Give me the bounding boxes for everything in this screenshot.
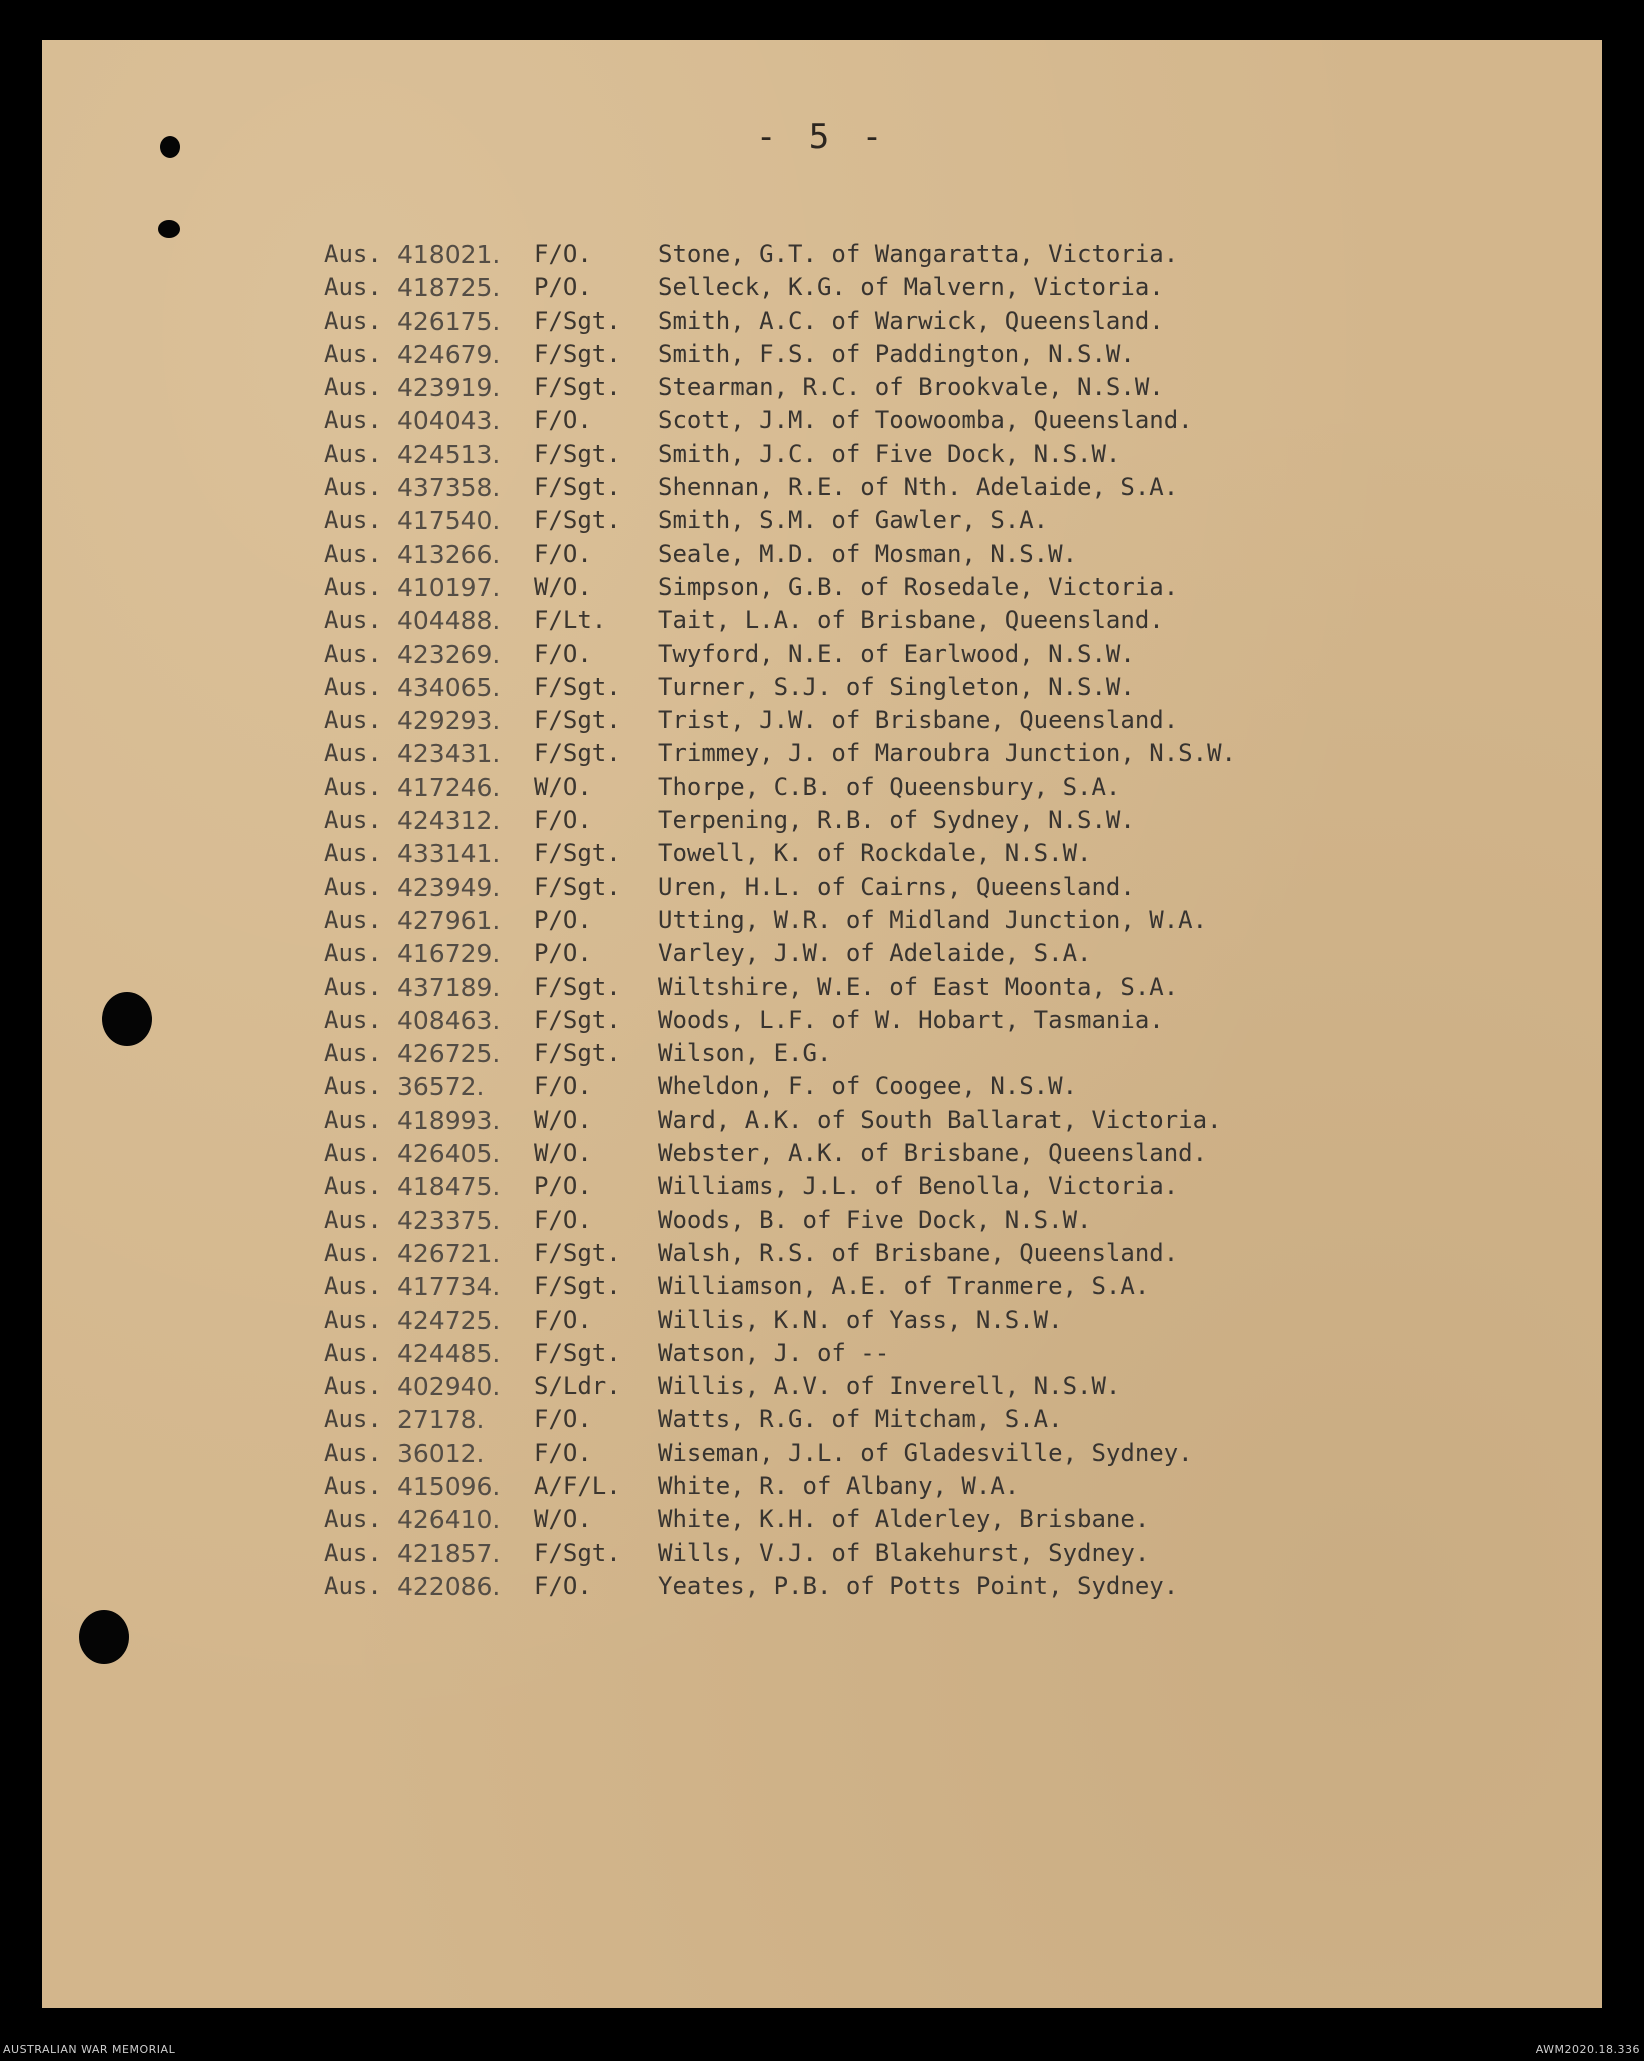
rank: W/O. [534,572,592,601]
service-prefix: Aus. [324,1372,382,1401]
service-number: 423431. [397,739,501,769]
service-prefix: Aus. [324,1505,382,1534]
rank: F/O. [534,1571,592,1600]
rank: F/Sgt. [534,1039,621,1068]
list-item [324,1237,1236,1270]
name-and-location: Smith, S.M. of Gawler, S.A. [658,506,1049,535]
service-number: 404043. [397,406,501,436]
name-and-location: Wiseman, J.L. of Gladesville, Sydney. [658,1438,1193,1467]
service-prefix: Aus. [324,1039,382,1068]
list-item [324,1470,1236,1503]
service-prefix: Aus. [324,1005,382,1034]
service-number: 422086. [397,1571,501,1601]
name-and-location: Woods, L.F. of W. Hobart, Tasmania. [658,1005,1164,1034]
rank: A/F/L. [534,1471,621,1500]
name-and-location: Towell, K. of Rockdale, N.S.W. [658,839,1092,868]
name-and-location: Terpening, R.B. of Sydney, N.S.W. [658,806,1135,835]
service-number: 423919. [397,373,501,403]
name-and-location: Trist, J.W. of Brisbane, Queensland. [658,706,1179,735]
service-number: 36012. [397,1438,485,1468]
rank: F/Sgt. [534,1238,621,1267]
list-item [324,571,1236,604]
service-prefix: Aus. [324,839,382,868]
service-number: 424485. [397,1338,501,1368]
service-number: 416729. [397,939,501,969]
service-prefix: Aus. [324,1571,382,1600]
service-prefix: Aus. [324,1338,382,1367]
paper-damage-spot [158,220,180,238]
service-number: 423949. [397,872,501,902]
service-number: 421857. [397,1538,501,1568]
rank: F/O. [534,1438,592,1467]
list-item [324,971,1236,1004]
service-number: 429293. [397,706,501,736]
name-and-location: Walsh, R.S. of Brisbane, Queensland. [658,1238,1179,1267]
list-item [324,1537,1236,1570]
rank: F/Sgt. [534,839,621,868]
list-item [324,737,1236,770]
footer-accession-number: AWM2020.18.336 [1535,2043,1640,2056]
service-number: 417246. [397,772,501,802]
name-and-location: Webster, A.K. of Brisbane, Queensland. [658,1139,1208,1168]
footer-credit: AUSTRALIAN WAR MEMORIAL [3,2043,176,2056]
name-and-location: Smith, J.C. of Five Dock, N.S.W. [658,439,1121,468]
service-number: 410197. [397,572,501,602]
list-item [324,404,1236,437]
service-prefix: Aus. [324,1305,382,1334]
service-prefix: Aus. [324,1238,382,1267]
service-number: 36572. [397,1072,485,1102]
rank: F/Sgt. [534,373,621,402]
name-and-location: Ward, A.K. of South Ballarat, Victoria. [658,1105,1222,1134]
service-number: 426725. [397,1039,501,1069]
rank: F/O. [534,639,592,668]
service-number: 404488. [397,606,501,636]
list-item [324,1070,1236,1103]
rank: F/Sgt. [534,339,621,368]
rank: F/Sgt. [534,706,621,735]
name-and-location: Smith, F.S. of Paddington, N.S.W. [658,339,1135,368]
name-and-location: Twyford, N.E. of Earlwood, N.S.W. [658,639,1135,668]
service-number: 418475. [397,1172,501,1202]
name-and-location: Stone, G.T. of Wangaratta, Victoria. [658,240,1179,268]
rank: P/O. [534,939,592,968]
name-and-location: Tait, L.A. of Brisbane, Queensland. [658,606,1164,635]
service-prefix: Aus. [324,539,382,568]
name-and-location: Smith, A.C. of Warwick, Queensland. [658,306,1164,335]
service-number: 408463. [397,1005,501,1035]
list-item [324,1370,1236,1403]
personnel-list [324,238,1236,1603]
rank: W/O. [534,1505,592,1534]
list-item [324,504,1236,537]
list-item [324,371,1236,404]
service-number: 426721. [397,1238,501,1268]
list-item [324,904,1236,937]
service-prefix: Aus. [324,339,382,368]
service-number: 424312. [397,806,501,836]
punch-hole-top [102,992,152,1046]
name-and-location: Willis, A.V. of Inverell, N.S.W. [658,1372,1121,1401]
service-prefix: Aus. [324,1438,382,1467]
name-and-location: Thorpe, C.B. of Queensbury, S.A. [658,772,1121,801]
service-number: 27178. [397,1405,485,1435]
document-page [42,40,1602,2008]
rank: F/Sgt. [534,473,621,502]
name-and-location: White, R. of Albany, W.A. [658,1471,1020,1500]
service-prefix: Aus. [324,506,382,535]
list-item [324,1204,1236,1237]
service-number: 437358. [397,473,501,503]
name-and-location: Wiltshire, W.E. of East Moonta, S.A. [658,972,1179,1001]
service-number: 424513. [397,439,501,469]
service-number: 418993. [397,1105,501,1135]
rank: F/Sgt. [534,506,621,535]
list-item [324,471,1236,504]
service-number: 418725. [397,273,501,303]
service-number: 423269. [397,639,501,669]
list-item [324,771,1236,804]
rank: F/O. [534,1405,592,1434]
rank: F/O. [534,539,592,568]
name-and-location: Turner, S.J. of Singleton, N.S.W. [658,672,1135,701]
list-item [324,1037,1236,1070]
service-prefix: Aus. [324,1538,382,1567]
rank: W/O. [534,1105,592,1134]
service-number: 417734. [397,1272,501,1302]
service-prefix: Aus. [324,406,382,435]
rank: F/O. [534,240,592,268]
list-item [324,1503,1236,1536]
service-number: 423375. [397,1205,501,1235]
rank: F/Sgt. [534,306,621,335]
rank: F/O. [534,1072,592,1101]
service-prefix: Aus. [324,739,382,768]
list-item [324,604,1236,637]
service-prefix: Aus. [324,306,382,335]
name-and-location: Watson, J. of -- [658,1338,890,1367]
name-and-location: Wheldon, F. of Coogee, N.S.W. [658,1072,1078,1101]
service-prefix: Aus. [324,639,382,668]
service-prefix: Aus. [324,939,382,968]
name-and-location: Yeates, P.B. of Potts Point, Sydney. [658,1571,1179,1600]
punch-hole-bottom [79,1610,129,1664]
list-item [324,937,1236,970]
service-prefix: Aus. [324,572,382,601]
paper-damage-spot [160,136,180,158]
rank: F/Sgt. [534,1338,621,1367]
service-prefix: Aus. [324,1172,382,1201]
page-number: - 5 - [755,117,889,157]
name-and-location: Varley, J.W. of Adelaide, S.A. [658,939,1092,968]
list-item [324,1137,1236,1170]
name-and-location: Wills, V.J. of Blakehurst, Sydney. [658,1538,1150,1567]
rank: F/Sgt. [534,439,621,468]
list-item [324,271,1236,304]
name-and-location: Trimmey, J. of Maroubra Junction, N.S.W. [658,739,1236,768]
service-number: 426175. [397,306,501,336]
list-item [324,671,1236,704]
rank: F/Sgt. [534,1272,621,1301]
service-prefix: Aus. [324,1105,382,1134]
name-and-location: Utting, W.R. of Midland Junction, W.A. [658,905,1208,934]
list-item [324,1403,1236,1436]
name-and-location: Selleck, K.G. of Malvern, Victoria. [658,273,1164,302]
service-prefix: Aus. [324,905,382,934]
service-prefix: Aus. [324,439,382,468]
service-prefix: Aus. [324,672,382,701]
service-prefix: Aus. [324,1272,382,1301]
list-item [324,1170,1236,1203]
name-and-location: Uren, H.L. of Cairns, Queensland. [658,872,1135,901]
service-prefix: Aus. [324,1072,382,1101]
list-item [324,305,1236,338]
rank: S/Ldr. [534,1372,621,1401]
name-and-location: Watts, R.G. of Mitcham, S.A. [658,1405,1063,1434]
rank: F/O. [534,406,592,435]
service-prefix: Aus. [324,1471,382,1500]
rank: F/Sgt. [534,972,621,1001]
name-and-location: Wilson, E.G. [658,1039,832,1068]
service-number: 402940. [397,1372,501,1402]
service-prefix: Aus. [324,240,382,268]
service-number: 426405. [397,1139,501,1169]
service-prefix: Aus. [324,373,382,402]
list-item [324,338,1236,371]
list-item [324,1337,1236,1370]
service-prefix: Aus. [324,1205,382,1234]
list-item [324,837,1236,870]
list-item [324,704,1236,737]
rank: F/Sgt. [534,1538,621,1567]
rank: P/O. [534,905,592,934]
name-and-location: Stearman, R.C. of Brookvale, N.S.W. [658,373,1164,402]
name-and-location: Williamson, A.E. of Tranmere, S.A. [658,1272,1150,1301]
service-number: 426410. [397,1505,501,1535]
rank: F/O. [534,1305,592,1334]
list-item [324,438,1236,471]
service-number: 424679. [397,339,501,369]
name-and-location: Scott, J.M. of Toowoomba, Queensland. [658,406,1193,435]
service-number: 413266. [397,539,501,569]
service-number: 437189. [397,972,501,1002]
service-number: 418021. [397,240,501,269]
rank: W/O. [534,772,592,801]
list-item [324,1270,1236,1303]
name-and-location: Shennan, R.E. of Nth. Adelaide, S.A. [658,473,1179,502]
rank: F/Sgt. [534,872,621,901]
service-prefix: Aus. [324,1139,382,1168]
service-prefix: Aus. [324,473,382,502]
service-prefix: Aus. [324,806,382,835]
list-item [324,638,1236,671]
rank: F/O. [534,1205,592,1234]
name-and-location: White, K.H. of Alderley, Brisbane. [658,1505,1150,1534]
name-and-location: Williams, J.L. of Benolla, Victoria. [658,1172,1179,1201]
list-item [324,1437,1236,1470]
rank: F/Lt. [534,606,607,635]
list-item [324,871,1236,904]
service-prefix: Aus. [324,273,382,302]
service-number: 424725. [397,1305,501,1335]
list-item [324,1570,1236,1603]
rank: F/Sgt. [534,672,621,701]
service-prefix: Aus. [324,606,382,635]
list-item [324,1004,1236,1037]
service-number: 434065. [397,672,501,702]
name-and-location: Simpson, G.B. of Rosedale, Victoria. [658,572,1179,601]
name-and-location: Willis, K.N. of Yass, N.S.W. [658,1305,1063,1334]
list-item [324,804,1236,837]
list-item [324,538,1236,571]
list-item [324,1304,1236,1337]
rank: F/Sgt. [534,1005,621,1034]
name-and-location: Seale, M.D. of Mosman, N.S.W. [658,539,1078,568]
service-number: 433141. [397,839,501,869]
service-prefix: Aus. [324,972,382,1001]
rank: P/O. [534,1172,592,1201]
service-prefix: Aus. [324,872,382,901]
service-prefix: Aus. [324,706,382,735]
service-prefix: Aus. [324,1405,382,1434]
service-number: 427961. [397,905,501,935]
name-and-location: Woods, B. of Five Dock, N.S.W. [658,1205,1092,1234]
list-item [324,1104,1236,1137]
list-item [324,238,1236,271]
rank: W/O. [534,1139,592,1168]
service-number: 417540. [397,506,501,536]
service-number: 415096. [397,1471,501,1501]
rank: P/O. [534,273,592,302]
rank: F/Sgt. [534,739,621,768]
service-prefix: Aus. [324,772,382,801]
rank: F/O. [534,806,592,835]
